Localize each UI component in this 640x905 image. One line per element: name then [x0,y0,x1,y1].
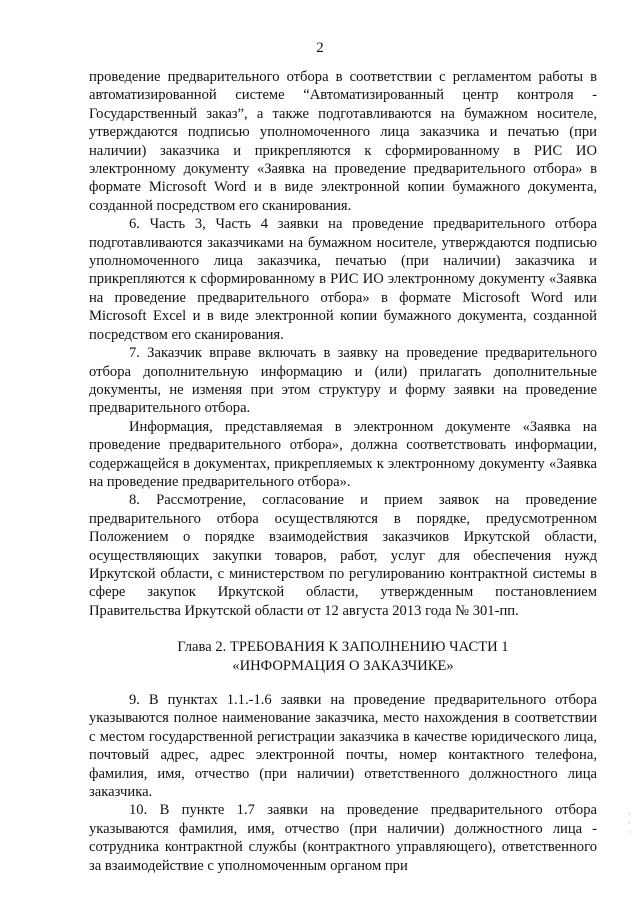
paragraph-7: 7. Заказчик вправе включать в заявку на проведение предварительного отбора дополнительную информацию и (или) прилагать дополнительные документы, не изменяя при этом структуру и форму заявки на проведение предварительного отбора. [89,345,597,417]
page-number: 2 [316,40,324,56]
paragraph-8: 8. Рассмотрение, согласование и прием заявок на проведение предварительного отбора осуществляются в порядке, предусмотренном Положением о порядке взаимодействия заказчиков Иркутской области, осуществляющих закупки товаров, работ, услуг для обеспечения нужд Иркутской области, с министерством по регулированию контрактной системы в сфере закупок Иркутской области, утвержденным постановлением Правительства Иркутской области от 12 августа 2013 года № 301-пп. [89,492,597,619]
paragraph-information: Информация, представляемая в электронном документе «Заявка на проведение предварительного отбора», должна соответствовать информации, содержащейся в документах, прикрепляемых к электронному документу «Заявка на проведение предварительного отбора». [89,418,597,490]
paragraph-6: 6. Часть 3, Часть 4 заявки на проведение предварительного отбора подготавливаются заказчиками на бумажном носителе, утверждаются подписью уполномоченного лица заказчика, печатью (при наличии) заказчика и прикрепляются к сформированному в РИС ИО электронному документу «Заявка на проведение предварительного отбора» в формате Microsoft Word или Microsoft Excel и в виде электронной копии бумажного документа, созданной посредством его сканирования. [89,216,597,343]
scan-margin-mark: · · · [628,809,631,837]
document-body [89,68,597,875]
paragraph-10: 10. В пункте 1.7 заявки на проведение предварительного отбора указываются фамилия, имя, отчество (при наличии) должностного лица - сотрудника контрактной службы (контрактного управляющего), ответственного за взаимодействие с уполномоченным органом при [89,802,597,874]
chapter-heading-line-1: Глава 2. ТРЕБОВАНИЯ К ЗАПОЛНЕНИЮ ЧАСТИ 1 [177,639,509,656]
paragraph-9: 9. В пунктах 1.1.-1.6 заявки на проведение предварительного отбора указываются полное наименование заказчика, место нахождения в соответствии с местом государственной регистрации заказчика в качестве юридического лица, почтовый адрес, адрес электронной почты, номер контактного телефона, фамилия, имя, отчество (при наличии) ответственного должностного лица заказчика. [89,692,597,801]
chapter-heading-line-2: «ИНФОРМАЦИЯ О ЗАКАЗЧИКЕ» [232,657,454,674]
chapter-heading [89,638,597,675]
paragraph-continuation: проведение предварительного отбора в соответствии с регламентом работы в автоматизированной системе “Автоматизированный центр контроля - Государственный заказ”, а также подготавливаются на бумажном носителе, утверждаются подписью уполномоченного лица заказчика и печатью (при наличии) заказчика и прикрепляются к сформированному в РИС ИО электронному документу «Заявка на проведение предварительного отбора» в формате Microsoft Word и в виде электронной копии бумажного документа, созданной посредством его сканирования. [89,69,597,214]
